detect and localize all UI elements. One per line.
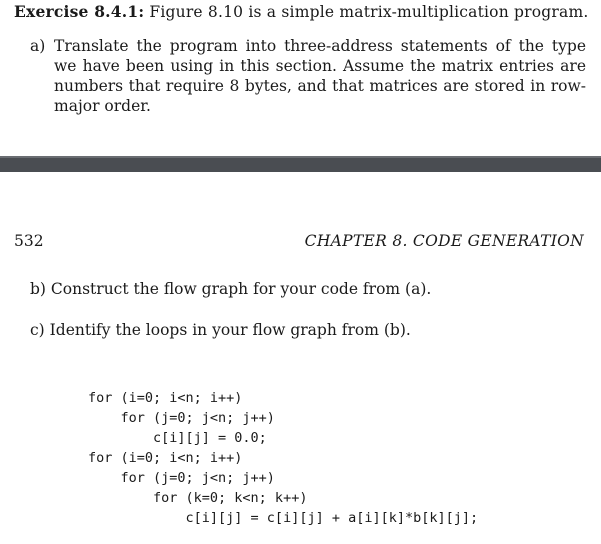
exercise-item-a: [30, 36, 586, 116]
exercise-heading: [14, 2, 588, 21]
chapter-title: CHAPTER 8. CODE GENERATION: [304, 232, 584, 250]
item-b-marker: b): [30, 280, 46, 298]
item-b-text: Construct the flow graph for your code from (a).: [50, 280, 432, 298]
code-line: c[i][j] = 0.0;: [88, 430, 267, 446]
page-top-section: [0, 0, 601, 156]
exercise-item-b: [30, 280, 431, 298]
code-line: for (i=0; i<n; i++): [88, 450, 243, 466]
code-line: for (j=0; j<n; j++): [88, 470, 275, 486]
code-line: for (k=0; k<n; k++): [88, 490, 308, 506]
exercise-item-c: [30, 321, 411, 339]
code-line: for (i=0; i<n; i++): [88, 390, 243, 406]
item-a-marker: a): [30, 37, 46, 55]
page-number: 532: [14, 232, 44, 250]
running-head: [14, 232, 584, 252]
item-a-text: Translate the program into three-address statements of the type we have been using in this section. Assume the matrix entries are numbers that require 8 bytes, and that matrices are stored in row-major order.: [54, 37, 586, 115]
code-line: c[i][j] = c[i][j] + a[i][k]*b[k][j];: [88, 510, 479, 526]
item-c-marker: c): [30, 321, 45, 339]
code-listing: [88, 388, 478, 528]
exercise-text: Figure 8.10 is a simple matrix-multiplication program.: [149, 3, 589, 21]
code-line: for (j=0; j<n; j++): [88, 410, 275, 426]
page-break-divider: [0, 156, 601, 172]
exercise-label: Exercise 8.4.1:: [14, 2, 145, 21]
item-c-text: Identify the loops in your flow graph from (b).: [49, 321, 411, 339]
